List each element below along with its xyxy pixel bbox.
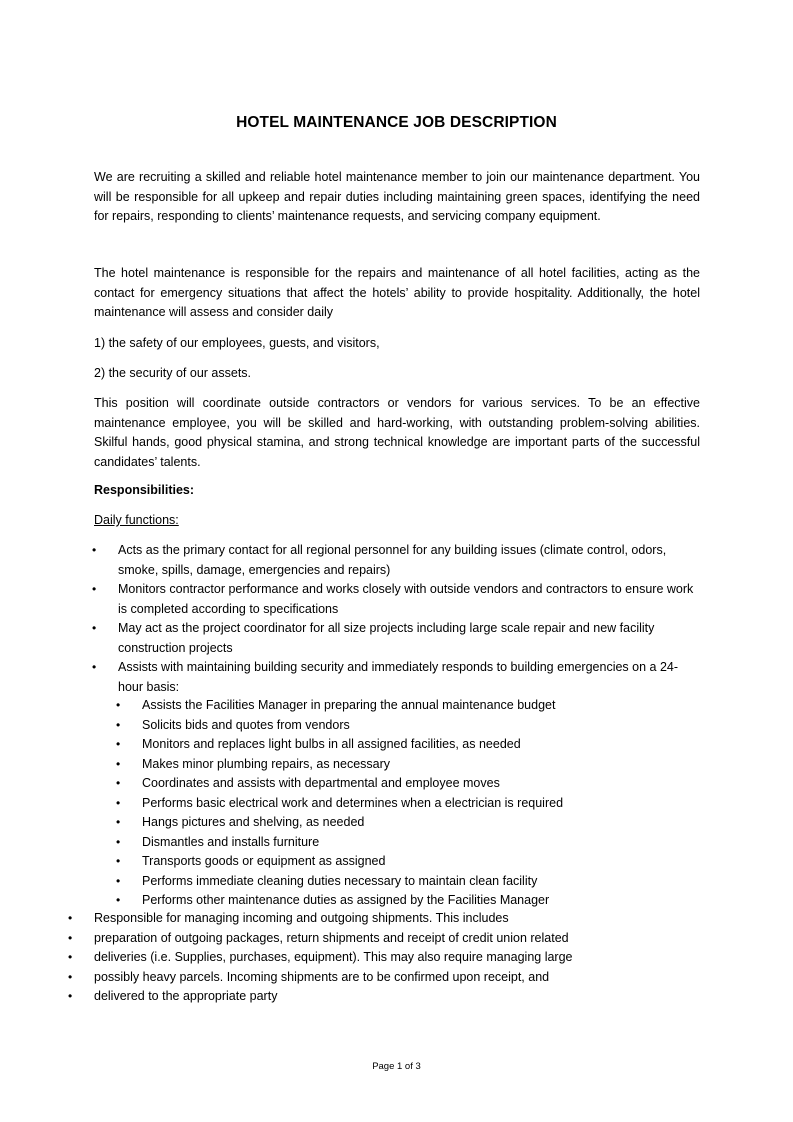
list-item-text: deliveries (i.e. Supplies, purchases, equipment). This may also require managing large [94,950,573,964]
list-item-text: Performs basic electrical work and determines when a electrician is required [142,795,564,810]
list-item [68,929,700,949]
bullet-icon: • [68,969,73,984]
list-item [116,716,702,736]
list-item [116,872,702,892]
list-item [92,541,702,580]
intro-paragraph: We are recruiting a skilled and reliable hotel maintenance member to join our maintenance department. You will be responsible for all upkeep and repair duties including maintaining green spaces, identifying the need for repairs, responding to clients’ maintenance requests, and servicing company equipment. [94,170,700,223]
list-item-text: May act as the project coordinator for all size projects including large scale repair and new facility construction projects [118,621,655,655]
bullet-icon: • [116,854,121,868]
list-item [68,987,700,1007]
list-item-text: Coordinates and assists with departmental and employee moves [142,776,500,790]
list-item-text: Assists with maintaining building security and immediately responds to building emergencies on a 24-hour basis: [118,660,679,694]
bullet-icon: • [116,893,121,907]
bullet-icon: • [116,717,121,732]
list-item-text: Monitors contractor performance and works closely with outside vendors and contractors to ensure work is completed according to specifications [118,582,694,616]
bullet-icon: • [68,950,73,964]
list-item [92,658,702,697]
bullet-icon: • [116,795,121,810]
daily-functions-heading: Daily functions: [94,513,179,527]
bullet-icon: • [116,756,121,771]
responsibilities-heading: Responsibilities: [94,483,195,497]
list-item [116,696,702,716]
page-number: Page 1 of 3 [372,1061,421,1072]
list-item [68,968,700,988]
shipping-list [68,909,700,1007]
position-paragraph: This position will coordinate outside contractors or vendors for various services. To be an effective maintenance employee, you will be skilled and hard-working, with outstanding problem-solving abilities. Skilful hands, good physical stamina, and strong technical knowledge are important parts of the successful candidates’ talents. [94,396,700,469]
list-item [116,833,702,853]
bullet-icon: • [68,989,73,1003]
list-item-text: Dismantles and installs furniture [142,834,320,849]
list-item [116,755,702,775]
list-item [116,794,702,814]
list-item [68,909,700,929]
list-item [116,735,702,755]
list-item [116,813,702,833]
list-item-text: Solicits bids and quotes from vendors [142,717,350,732]
bullet-icon: • [92,621,97,635]
bullet-icon: • [116,873,121,888]
list-item-text: Transports goods or equipment as assigned [142,854,386,868]
list-item [116,852,702,872]
sub-functions-list [116,696,702,911]
list-item [92,619,702,658]
list-item [116,774,702,794]
list-item-text: Makes minor plumbing repairs, as necessary [142,756,391,771]
list-item-text: delivered to the appropriate party [94,989,278,1003]
bullet-icon: • [116,815,121,829]
list-item-text: Performs other maintenance duties as assigned by the Facilities Manager [142,893,550,907]
safety-item: 1) the safety of our employees, guests, and visitors, [94,336,380,350]
bullet-icon: • [92,582,97,596]
page-title: HOTEL MAINTENANCE JOB DESCRIPTION [236,114,557,131]
list-item-text: Responsible for managing incoming and outgoing shipments. This includes [94,911,509,925]
list-item-text: possibly heavy parcels. Incoming shipments are to be confirmed upon receipt, and [94,969,550,984]
daily-functions-list [92,541,702,697]
list-item-text: Hangs pictures and shelving, as needed [142,815,365,829]
bullet-icon: • [116,737,121,751]
list-item-text: Monitors and replaces light bulbs in all assigned facilities, as needed [142,737,521,751]
overview-paragraph: The hotel maintenance is responsible for the repairs and maintenance of all hotel facilities, acting as the contact for emergency situations that affect the hotels’ ability to provide hospitality. Additionally, the hotel maintenance will assess and consider daily [94,266,700,319]
list-item [68,948,700,968]
bullet-icon: • [116,776,121,790]
bullet-icon: • [116,698,121,712]
list-item-text: Assists the Facilities Manager in preparing the annual maintenance budget [142,698,556,712]
security-item: 2) the security of our assets. [94,366,252,380]
list-item [92,580,702,619]
list-item-text: Performs immediate cleaning duties necessary to maintain clean facility [142,873,538,888]
bullet-icon: • [92,660,97,674]
list-item [116,891,702,911]
list-item-text: Acts as the primary contact for all regional personnel for any building issues (climate control, odors, smoke, spills, damage, emergencies and repairs) [118,543,667,577]
list-item-text: preparation of outgoing packages, return shipments and receipt of credit union related [94,930,569,945]
bullet-icon: • [68,911,73,925]
bullet-icon: • [116,834,121,849]
bullet-icon: • [92,543,97,557]
bullet-icon: • [68,930,73,945]
